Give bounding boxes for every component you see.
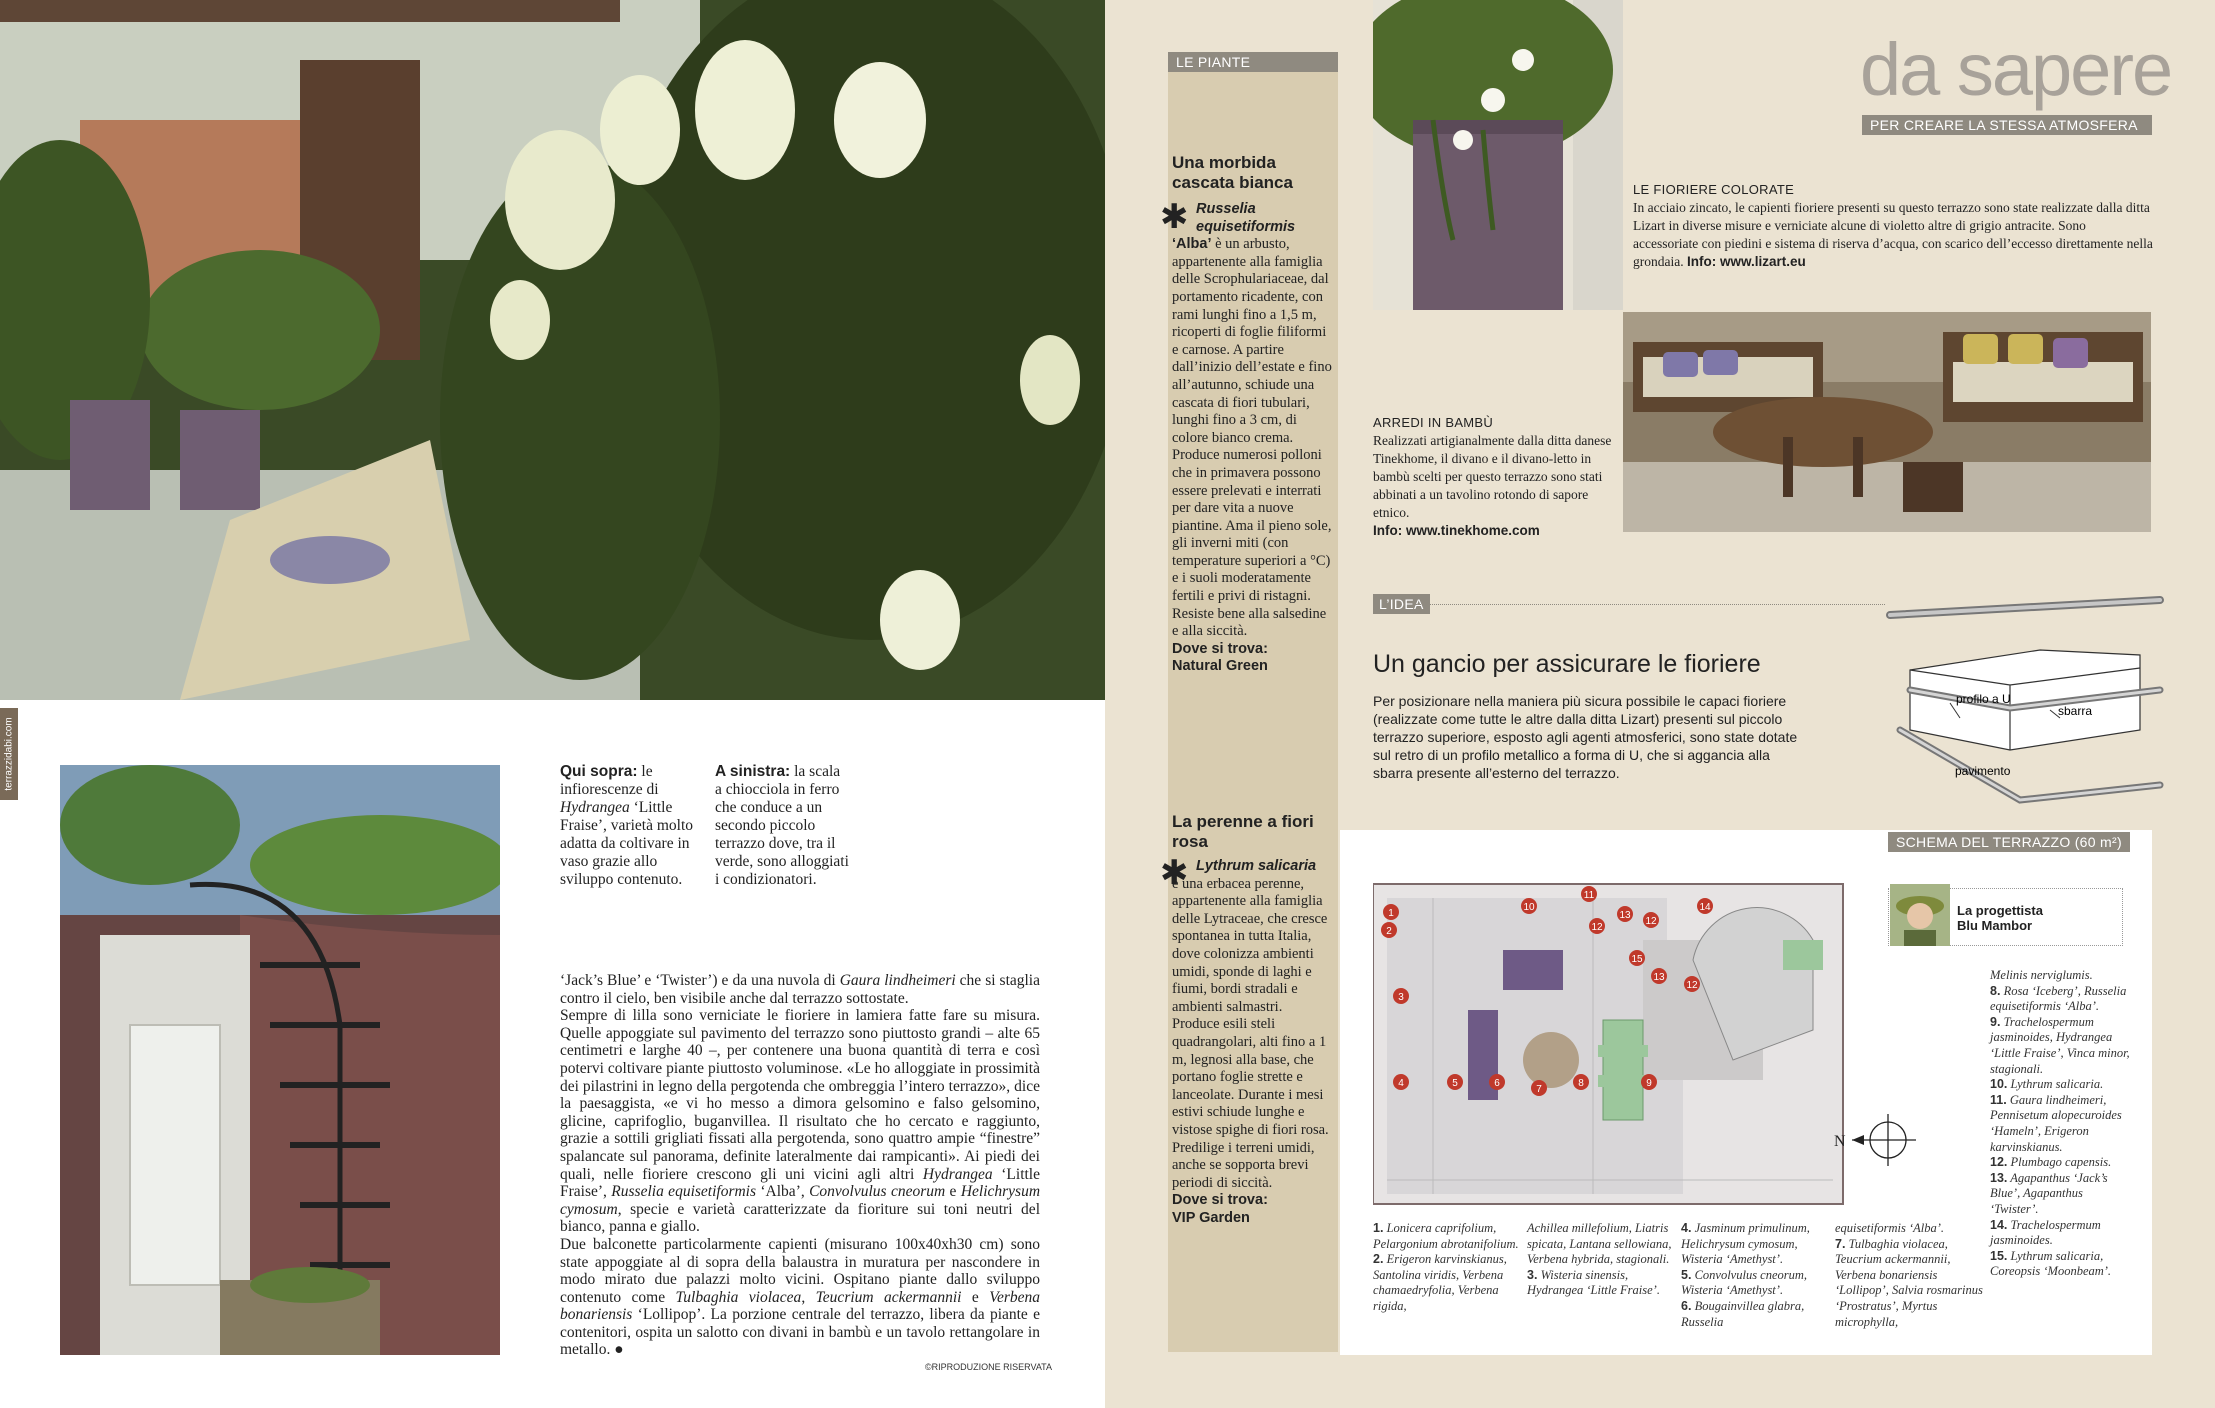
legend-text: Lythrum salicaria.	[2007, 1077, 2104, 1092]
plant2-name: Lythrum salicaria	[1196, 858, 1317, 874]
legend-column-5	[1990, 968, 2130, 1280]
legend-number: 3.	[1527, 1267, 1538, 1282]
terrace-floor-plan	[1373, 880, 1853, 1210]
legend-entry	[1990, 1093, 2130, 1155]
legend-text: Gaura lindheimeri, Pennisetum alopecuroides ‘Hameln’, Erigeron karvinskianus.	[1990, 1092, 2122, 1154]
legend-number: 8.	[1990, 983, 2001, 998]
text: , specie e varietà caratterizzate da fioriture sui toni neutri del bianco, panna e giallo.	[560, 1200, 1040, 1236]
side-credit	[0, 708, 18, 800]
legend-text: Bougainvillea glabra, Russelia	[1681, 1298, 1805, 1329]
plant1-title: Una morbida cascata bianca	[1172, 153, 1293, 192]
plan-marker-label: 7	[1536, 1084, 1542, 1095]
legend-number: 13.	[1990, 1170, 2008, 1185]
text: Hydrangea	[922, 1165, 993, 1183]
designer-portrait	[1890, 884, 1950, 946]
text: Sempre di lilla sono verniciate le fioriere in lamiera fatte fare su misura. Quelle appoggiate sul pavimento del terrazzo sono piuttosto grandi – alte 65 centimetri e larghe 40 –, per contenere una buona quantità di terra e così potervi coltivare piante piuttosto voluminose. «Le ho alloggiate in prossimità dei pilastrini in legno della pergotenda che ombreggia l’intero terrazzo», dice la paesaggista, «e vi ho messo a dimora gelsomino e falso gelsomino, glicine, caprifoglio, buganvillea. Il risultato che ho cercato e raggiunto, grazie a sottili grigliati fissati alla pergotenda, sono quattro ampie “finestre” spalancate sul panorama, definite lateralmente dai rampicanti». Ai piedi dei quali, nelle fioriere crescono gli uni vicini agli altri	[560, 1007, 1040, 1183]
plant1-name: Russelia equisetiformis	[1196, 201, 1296, 235]
page-subheading: PER CREARE LA STESSA ATMOSFERA	[1862, 115, 2152, 135]
legend-text: Erigeron karvinskianus, Santolina viridis, Verbena chamaedryfolia, Verbena rigida,	[1373, 1252, 1507, 1313]
legend-number: 9.	[1990, 1014, 2001, 1029]
diagram-label-sbarra: sbarra	[2058, 704, 2093, 718]
legend-text: Rosa ‘Iceberg’, Russelia equisetiformis ‘Alba’.	[1990, 983, 2127, 1014]
caption-qui-sopra	[560, 763, 700, 889]
text: ‘Alba’,	[756, 1183, 810, 1201]
sofa-photo-bamboo-furniture	[1623, 312, 2151, 532]
legend-text: Trachelospermum jasminoides, Hydrangea ‘Little Fraise’, Vinca minor, stagionali.	[1990, 1014, 2130, 1076]
legend-entry	[1990, 1171, 2130, 1218]
legend-number: 10.	[1990, 1077, 2008, 1092]
side-credit-text: terrazzidabi.com	[3, 717, 15, 791]
legend-number: 6.	[1681, 1298, 1692, 1313]
text: e	[961, 1288, 990, 1306]
legend-entry	[1835, 1221, 1985, 1237]
plant2-title: La perenne a fiori rosa	[1172, 812, 1314, 851]
legend-entry	[1990, 1155, 2130, 1171]
text: Gaura lindheimeri	[839, 972, 956, 989]
article-paragraph-2	[560, 1007, 1040, 1236]
legend-number: 11.	[1990, 1092, 2007, 1107]
legend-entry	[1990, 968, 2130, 984]
plant2-text: è una erbacea perenne, appartenente alla famiglia delle Lytraceae, che cresce spontanea in tutta Italia, dove colonizza ambienti umidi, sponde di laghi e fiumi, bordi stradali e ambienti salmastri. Produce esili steli quadrangolari, alti fino a 1 m, legnosi alla base, che portano foglie strette e lanceolate. Durante i mesi estivi schiude lunghe e vistose spighe di fiori rosa. Predilige i terreni umidi, anche se sopporta brevi periodi di siccità.	[1172, 875, 1329, 1191]
legend-entry	[1527, 1221, 1677, 1268]
legend-entry	[1527, 1268, 1677, 1299]
caption-qui-sopra-text-1: le infiorescenze di	[560, 763, 659, 798]
plant2-where-label: Dove si trova:	[1172, 1192, 1268, 1209]
text: Due balconette particolarmente capienti (misurano 100x40xh30 cm) sono state appoggiate al di sopra della balaustra in muratura per nascondere in modo mirato due palazzi molto vicini. Ospitano piante dallo sviluppo contenuto come	[560, 1235, 1040, 1306]
plan-marker-label: 3	[1398, 992, 1404, 1003]
legend-number: 5.	[1681, 1267, 1692, 1282]
legend-number: 15.	[1990, 1248, 2008, 1263]
caption-a-sinistra-lead: A sinistra:	[715, 763, 791, 780]
plan-marker-label: 10	[1523, 902, 1535, 913]
legend-column-2	[1527, 1221, 1677, 1299]
copyright-notice: ©RIPRODUZIONE RISERVATA	[925, 1362, 1052, 1372]
designer-name: Blu Mambor	[1957, 918, 2033, 933]
legend-text: Convolvulus cneorum, Wisteria ‘Amethyst’.	[1681, 1267, 1808, 1298]
diagram-label-pavimento: pavimento	[1955, 764, 2011, 778]
fioriere-text	[1633, 199, 2153, 271]
article-paragraph-1	[560, 972, 1040, 1007]
plan-marker-label: 12	[1645, 916, 1657, 927]
asterisk-icon: ✱	[1160, 853, 1189, 893]
plan-marker-label: 1	[1388, 908, 1394, 919]
text: ‘Little Fraise’,	[560, 1165, 1040, 1201]
legend-text: Wisteria sinensis, Hydrangea ‘Little Fraise’.	[1527, 1267, 1660, 1298]
stair-photo-spiral-staircase	[60, 765, 500, 1355]
compass-north-label: N	[1834, 1133, 1846, 1150]
legend-entry	[1990, 1218, 2130, 1249]
text: ‘Jack’s Blue’ e ‘Twister’) e da una nuvola di	[560, 972, 840, 989]
legend-column-3	[1681, 1221, 1831, 1330]
legend-number: 2.	[1373, 1252, 1384, 1267]
legend-entry	[1681, 1268, 1831, 1299]
plan-marker-label: 6	[1494, 1078, 1500, 1089]
legend-text: Trachelospermum jasminoides.	[1990, 1217, 2101, 1248]
section-label-idea: L’IDEA	[1373, 594, 1430, 614]
plan-marker-label: 13	[1619, 910, 1631, 921]
legend-number: 4.	[1681, 1221, 1692, 1235]
text: Russelia equisetiformis	[611, 1183, 757, 1201]
hero-photo-terrace-hydrangea	[0, 0, 1105, 700]
article-paragraph-3	[560, 1236, 1040, 1359]
plan-marker-label: 8	[1578, 1078, 1584, 1089]
arredi-body: Realizzati artigianalmente dalla ditta danese Tinekhome, il divano e il divano-letto in bambù scelti per questo terrazzo sono stati abbinati a un tavolino rotondo di sapore etnico.	[1373, 433, 1612, 520]
legend-text: Melinis nerviglumis.	[1990, 968, 2093, 982]
caption-a-sinistra-text: la scala a chiocciola in ferro che conduce a un secondo piccolo terrazzo dove, tra il verde, sono alloggiati i condizionatori.	[715, 763, 849, 888]
fioriere-body: In acciaio zincato, le capienti fioriere presenti su questo terrazzo sono state realizzate dalla ditta Lizart in diverse misure e verniciate alcune di violetto altre di grigio antracite. Sono accessoriate con piedini e sistema di riserva d’acqua, con scarico dell’eccesso direttamente nella grondaia.	[1633, 200, 2153, 269]
arredi-text	[1373, 432, 1613, 540]
legend-entry	[1681, 1299, 1831, 1330]
fioriere-info: Info: www.lizart.eu	[1686, 254, 1806, 269]
article-body	[560, 972, 1040, 1359]
designer-label	[1957, 903, 2043, 933]
text: ,	[801, 1288, 816, 1306]
plan-marker-label: 13	[1653, 972, 1665, 983]
legend-entry	[1373, 1221, 1523, 1252]
legend-text: Lonicera caprifolium, Pelargonium abrotanifolium.	[1373, 1221, 1519, 1251]
caption-qui-sopra-text-3: ‘Little Fraise’, varietà molto adatta da coltivare in vaso grazie allo sviluppo contenuto.	[560, 799, 693, 888]
plan-marker-label: 4	[1398, 1078, 1404, 1089]
plant1-description	[1172, 201, 1332, 676]
text: Convolvulus cneorum	[809, 1183, 946, 1201]
plant1-where-label: Dove si trova:	[1172, 640, 1268, 657]
hook-diagram	[1880, 590, 2170, 820]
plan-marker-label: 9	[1646, 1078, 1652, 1089]
legend-text: Achillea millefolium, Liatris spicata, Lantana sellowiana, Verbena hybrida, stagionali.	[1527, 1221, 1672, 1267]
legend-number: 1.	[1373, 1221, 1384, 1235]
plant1-text: è un arbusto, appartenente alla famiglia delle Scrophulariaceae, dal portamento ricadente, con rami lunghi fino a 1,5 m, ricoperti di foglie filiformi e carnose. A partire dall’inizio dell’estate e fino all’autunno, schiude una cascata di fiori tubulari, lunghi fino a 3 cm, di colore bianco crema. Produce numerosi polloni che in primavera possono essere prelevati e interrati per dare vita a nuove piantine. Ama il pieno sole, gli inverni miti (con temperature superiori a °C) e i suoli moderatamente fertili e privi di ristagni. Resiste bene alla salsedine e alla siccità.	[1172, 236, 1332, 640]
legend-entry	[1990, 984, 2130, 1015]
legend-text: Tulbaghia violacea, Teucrium ackermannii, Verbena bonariensis ‘Lollipop’, Salvia rosmarinus ‘Prostratus’, Myrtus microphylla,	[1835, 1236, 1983, 1329]
plant2-description	[1172, 858, 1332, 1227]
caption-qui-sopra-text-2: Hydrangea	[560, 799, 630, 816]
caption-qui-sopra-lead: Qui sopra:	[560, 763, 638, 780]
legend-entry	[1990, 1249, 2130, 1280]
page-heading: da sapere	[1860, 28, 2172, 111]
section-label-schema: SCHEMA DEL TERRAZZO (60 m²)	[1888, 832, 2130, 852]
compass-rose	[1830, 1110, 1920, 1170]
idea-text: Per posizionare nella maniera più sicura possibile le capaci fioriere (realizzate come tutte le altre dalla ditta Lizart) presenti sul piccolo terrazzo superiore, esposto agli agenti atmosferici, sono state dotate sul retro di un profilo metallico a forma di U, che si aggancia alla sbarra presente all’esterno del terrazzo.	[1373, 693, 1798, 781]
legend-column-4	[1835, 1221, 1985, 1330]
text: ‘Lollipop’. La porzione centrale del terrazzo, libera da piante e contenitori, ospita un salotto con divani in bambù e un tavolo rettangolare in metallo. ●	[560, 1306, 1040, 1359]
idea-divider	[1415, 604, 1885, 605]
plan-marker-label: 14	[1699, 902, 1711, 913]
plant1-where: Natural Green	[1172, 658, 1268, 675]
designer-role: La progettista	[1957, 903, 2043, 918]
text: Tulbaghia violacea	[675, 1288, 802, 1306]
planter-photo	[1373, 0, 1623, 310]
text: e	[945, 1183, 961, 1201]
legend-text: Agapanthus ‘Jack’s Blue’, Agapanthus ‘Twister’.	[1990, 1170, 2108, 1216]
plan-marker-label: 12	[1591, 922, 1603, 933]
asterisk-icon: ✱	[1160, 197, 1189, 237]
plan-marker-label: 2	[1386, 926, 1392, 937]
plan-marker-label: 5	[1452, 1078, 1458, 1089]
plant2-where: VIP Garden	[1172, 1209, 1250, 1226]
plan-marker-label: 15	[1631, 954, 1643, 965]
arredi-info: Info: www.tinekhome.com	[1373, 523, 1540, 538]
legend-text: Lythrum salicaria, Coreopsis ‘Moonbeam’.	[1990, 1248, 2112, 1279]
legend-text: equisetiformis ‘Alba’.	[1835, 1221, 1945, 1235]
text: Helichrysum cymosum	[560, 1183, 1041, 1218]
legend-number: 14.	[1990, 1217, 2008, 1232]
plant1-variety: ‘Alba’	[1172, 236, 1212, 253]
diagram-label-profilo: profilo a U	[1956, 692, 2011, 706]
legend-number: 12.	[1990, 1155, 2008, 1170]
legend-entry	[1835, 1237, 1985, 1331]
text: Teucrium ackermannii	[815, 1288, 962, 1306]
arredi-title: ARREDI IN BAMBÙ	[1373, 415, 1494, 430]
text: che si staglia contro il cielo, ben visibile anche dal terrazzo sottostate.	[560, 972, 1040, 1007]
caption-a-sinistra	[715, 763, 850, 889]
legend-entry	[1681, 1221, 1831, 1268]
fioriere-title: LE FIORIERE COLORATE	[1633, 182, 1795, 197]
section-label-le-piante: LE PIANTE	[1168, 52, 1338, 72]
text: Verbena bonariensis	[560, 1288, 1040, 1324]
legend-entry	[1373, 1252, 1523, 1314]
idea-title: Un gancio per assicurare le fioriere	[1373, 650, 1761, 678]
legend-entry	[1990, 1015, 2130, 1077]
legend-column-1	[1373, 1221, 1523, 1315]
legend-text: Plumbago capensis.	[2007, 1155, 2112, 1170]
legend-number: 7.	[1835, 1236, 1846, 1251]
plan-marker-label: 11	[1583, 890, 1595, 901]
legend-text: Jasminum primulinum, Helichrysum cymosum, Wisteria ‘Amethyst’.	[1681, 1221, 1810, 1267]
plan-marker-label: 12	[1686, 980, 1698, 991]
legend-entry	[1990, 1077, 2130, 1093]
